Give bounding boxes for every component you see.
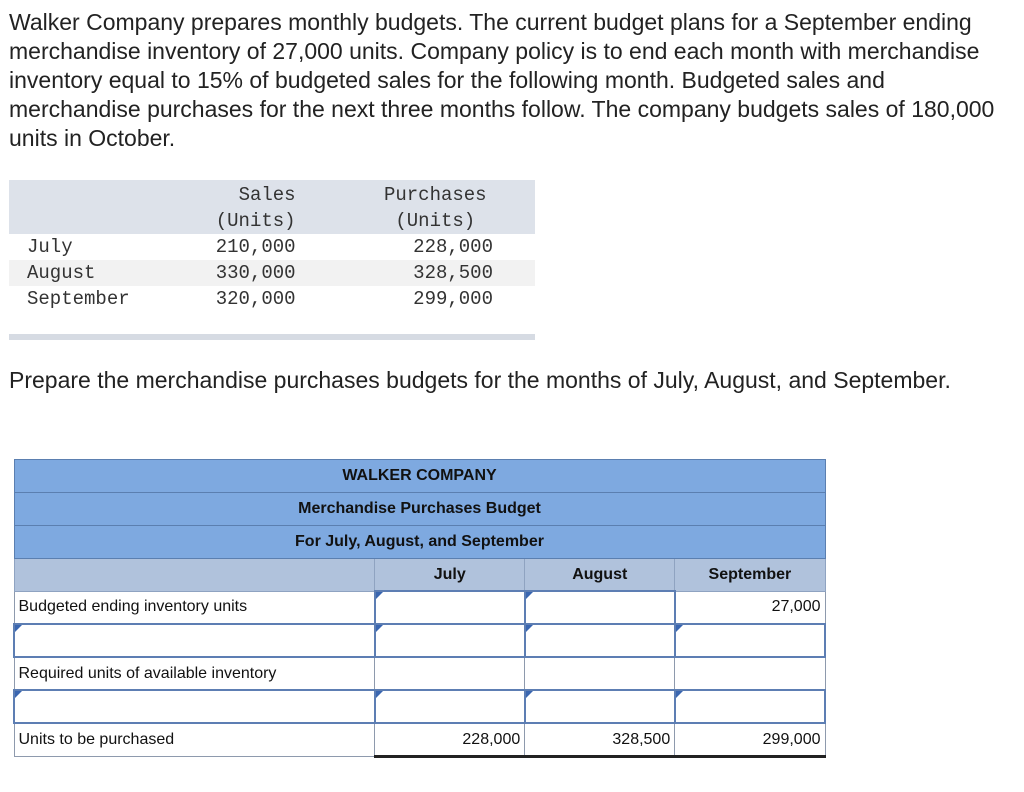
- table-row: [14, 690, 825, 723]
- row2-july-input[interactable]: [375, 690, 525, 723]
- sales-value: 330,000: [190, 260, 295, 286]
- purchases-header-2: (Units): [296, 208, 535, 234]
- row1-august-input[interactable]: [525, 624, 675, 657]
- sales-header-1: Sales: [190, 180, 295, 208]
- instruction-text: Prepare the merchandise purchases budgets for the months of July, August, and September.: [9, 367, 951, 393]
- table-row: [14, 624, 825, 657]
- problem-statement: Walker Company prepares monthly budgets. The current budget plans for a September ending merchandise inventory of 27,000 units. Company policy is to end each month with merchandise inventory equal to 15% of budgeted sales for the following month. Budgeted sales and merchandise purchases for the next three months follow. The company budgets sales of 180,000 units in October.: [9, 9, 995, 151]
- row2-august-input[interactable]: [525, 690, 675, 723]
- ending-inventory-july-input[interactable]: [375, 591, 525, 624]
- ending-inventory-september-value: 27,000: [675, 591, 825, 624]
- table-row: [14, 723, 825, 757]
- units-purchased-label: Units to be purchased: [14, 723, 375, 757]
- table-row: [9, 234, 535, 260]
- table-row: [9, 286, 535, 312]
- row1-september-input[interactable]: [675, 624, 825, 657]
- purchases-value: 228,000: [413, 236, 493, 258]
- row2-september-input[interactable]: [675, 690, 825, 723]
- table-row: [9, 260, 535, 286]
- row-label-input-1[interactable]: [14, 624, 375, 657]
- purchases-budget-table: [13, 459, 826, 758]
- month-label: September: [27, 288, 130, 310]
- company-name: WALKER COMPANY: [14, 460, 825, 493]
- table-row: [14, 657, 825, 690]
- table-footer-bar: [9, 334, 535, 340]
- required-units-label: Required units of available inventory: [14, 657, 375, 690]
- budget-title: Merchandise Purchases Budget: [14, 493, 825, 526]
- required-units-august: [525, 657, 675, 690]
- sales-purchases-table: [9, 180, 535, 340]
- column-header-blank: [14, 559, 375, 592]
- required-units-july: [375, 657, 525, 690]
- row-label-input-2[interactable]: [14, 690, 375, 723]
- budget-period: For July, August, and September: [14, 526, 825, 559]
- sales-header-2: (Units): [190, 208, 295, 234]
- month-label: July: [27, 236, 73, 258]
- purchases-value: 299,000: [413, 288, 493, 310]
- required-units-september: [675, 657, 825, 690]
- ending-inventory-august-input[interactable]: [525, 591, 675, 624]
- units-purchased-august: 328,500: [525, 723, 675, 757]
- header-blank: [9, 180, 190, 208]
- table-row: [14, 591, 825, 624]
- sales-value: 320,000: [215, 288, 296, 310]
- purchases-header-1: Purchases: [296, 180, 535, 208]
- units-purchased-july: 228,000: [375, 723, 525, 757]
- column-header-august: August: [525, 559, 675, 592]
- column-header-july: July: [375, 559, 525, 592]
- row1-july-input[interactable]: [375, 624, 525, 657]
- purchases-value: 328,500: [296, 260, 535, 286]
- sales-value: 210,000: [215, 236, 296, 258]
- month-label: August: [9, 260, 190, 286]
- units-purchased-september: 299,000: [675, 723, 825, 757]
- column-header-september: September: [675, 559, 825, 592]
- ending-inventory-label: Budgeted ending inventory units: [14, 591, 375, 624]
